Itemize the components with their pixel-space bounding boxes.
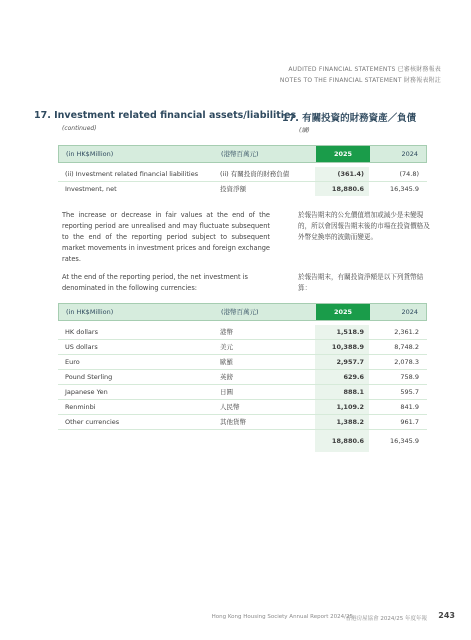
running-header	[280, 64, 441, 86]
currency-label-en: Japanese Yen	[65, 388, 108, 396]
currency-label-en: US dollars	[65, 343, 98, 351]
value-2024: 2,361.2	[394, 328, 419, 336]
value-2025: 1,109.2	[336, 403, 364, 411]
value-2025: 2,957.7	[336, 358, 364, 366]
currency-label-en: Renminbi	[65, 403, 96, 411]
currency-label-zh: 歐羅	[220, 358, 233, 366]
table-row	[58, 415, 427, 430]
year-2025-header: 2025	[316, 304, 370, 320]
table-row	[58, 400, 427, 415]
liabilities-table	[58, 145, 427, 196]
value-2025: 1,518.9	[336, 328, 364, 336]
column-unit-zh: (港幣百萬元)	[221, 308, 259, 316]
value-2025: 1,388.2	[336, 418, 364, 426]
value-2024: 8,748.2	[394, 343, 419, 351]
paragraph-currencies-zh: 於報告期末，有關投資淨額是以下列貨幣結算：	[298, 273, 424, 292]
value-2024: 758.9	[400, 373, 419, 381]
row-label-zh: 投資淨額	[220, 185, 246, 193]
header-line-2: NOTES TO THE FINANCIAL STATEMENT 財務報表附註	[279, 77, 441, 84]
column-unit-en: (in HK$Million)	[66, 150, 114, 158]
value-2025: (361.4)	[337, 170, 364, 178]
value-2024: 595.7	[400, 388, 419, 396]
section-title-zh: 17. 有關投資的財務資產／負債	[282, 113, 417, 124]
table-header	[58, 145, 427, 163]
footer-text-en: Hong Kong Housing Society Annual Report 2024/25	[211, 614, 353, 620]
currency-label-zh: 港幣	[220, 328, 233, 336]
table-row	[58, 385, 427, 400]
paragraph-fair-value-zh: 於報告期末的公允價值增加或減少是未變現的，所以會因報告期末後的市場在投資價格及外幣兌換率的波動而變更。	[298, 211, 430, 241]
currency-label-en: Pound Sterling	[65, 373, 113, 381]
currency-table	[58, 303, 427, 452]
column-unit-zh: (港幣百萬元)	[221, 150, 259, 158]
row-label-en: Investment, net	[65, 185, 117, 193]
currency-label-en: Euro	[65, 358, 80, 366]
total-row	[58, 430, 427, 452]
header-line-1: AUDITED FINANCIAL STATEMENTS 已審核財務報表	[288, 66, 441, 73]
value-2025: 888.1	[343, 388, 364, 396]
currency-label-zh: 人民幣	[220, 403, 240, 411]
value-2025: 629.6	[343, 373, 364, 381]
page-number: 243	[438, 611, 455, 620]
total-2025: 18,880.6	[331, 437, 364, 445]
paragraph-currencies-en: At the end of the reporting period, the net investment is denominated in the following currencies:	[62, 273, 248, 292]
currency-label-en: Other currencies	[65, 418, 120, 426]
value-2024: 841.9	[400, 403, 419, 411]
currency-label-zh: 其他貨幣	[220, 418, 246, 426]
column-unit-en: (in HK$Million)	[66, 308, 114, 316]
total-2024: 16,345.9	[390, 437, 419, 445]
table-row	[58, 182, 427, 196]
year-2024-header: 2024	[401, 150, 418, 158]
year-2024-header: 2024	[401, 308, 418, 316]
paragraph-fair-value-en: The increase or decrease in fair values at the end of the reporting period are unrealised and may fluctuate subsequent to the end of the reporting period subject to subsequent market movements in investment prices and foreign exchange rates.	[62, 211, 270, 263]
value-2024: 961.7	[400, 418, 419, 426]
value-2024: (74.8)	[399, 170, 419, 178]
row-label-en: (ii) Investment related financial liabilities	[65, 170, 199, 178]
value-2024: 2,078.3	[394, 358, 419, 366]
table-row	[58, 355, 427, 370]
value-2024: 16,345.9	[390, 185, 419, 193]
table-row	[58, 340, 427, 355]
currency-label-zh: 美元	[220, 343, 233, 351]
footer-text-zh: 香港房屋協會 2024/25 年度年報	[345, 616, 427, 622]
table-row	[58, 370, 427, 385]
table-row	[58, 325, 427, 340]
currency-label-en: HK dollars	[65, 328, 98, 336]
table-row	[58, 167, 427, 182]
value-2025: 10,388.9	[331, 343, 364, 351]
value-2025: 18,880.6	[331, 185, 364, 193]
table-header	[58, 303, 427, 321]
section-subtitle-en: (continued)	[62, 125, 97, 132]
section-title-en: 17. Investment related financial assets/liabilities	[34, 110, 297, 121]
section-subtitle-zh: (續)	[299, 127, 310, 134]
year-2025-header: 2025	[316, 146, 370, 162]
row-label-zh: (ii) 有關投資的財務負債	[220, 170, 290, 178]
currency-label-zh: 日圓	[220, 388, 233, 396]
currency-label-zh: 英鎊	[220, 373, 233, 381]
